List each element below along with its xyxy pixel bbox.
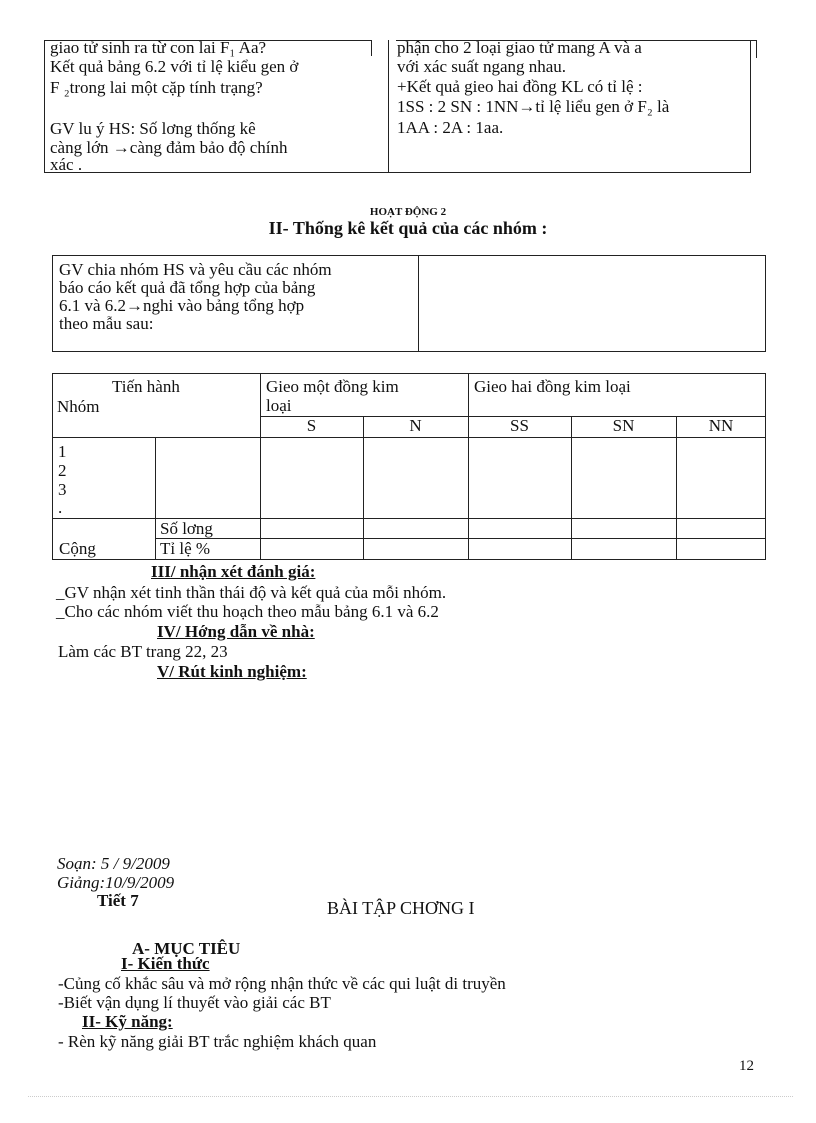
group-number-2: 2	[58, 461, 67, 480]
giang-date: Giảng:10/9/2009	[57, 873, 175, 892]
group1-header-line-1: Gieo một đồng kim	[266, 377, 399, 396]
top-left-line-3: F ₂trong lai một cặp tính trạng?	[50, 78, 263, 97]
skills-line: - Rèn kỹ năng giải BT trắc nghiệm khách quan	[58, 1032, 377, 1051]
subheader-sn: SN	[612, 416, 635, 435]
activity-heading: II- Thống kê kết quả của các nhóm :	[268, 218, 548, 238]
instruction-box-divider	[418, 255, 419, 352]
top-right-line-3: +Kết quả gieo hai đồng KL có tỉ lệ :	[397, 77, 643, 96]
section3-heading: III/ nhận xét đánh giá:	[151, 562, 316, 581]
instruction-line-4: theo mẫu sau:	[59, 314, 154, 333]
top-left-line-6: càng lớn →càng đảm bảo độ chính	[50, 138, 288, 157]
corner-bottom-label: Nhóm	[57, 397, 100, 416]
group2-header: Gieo hai đồng kim loại	[474, 377, 631, 396]
knowledge-line-2: -Biết vận dụng lí thuyết vào giải các BT	[58, 993, 331, 1012]
knowledge-line-1: -Củng cố khắc sâu và mở rộng nhận thức về các qui luật di truyền	[58, 974, 506, 993]
results-table-col-line-2	[260, 373, 261, 560]
total-row-count: Số lơng	[160, 519, 213, 538]
corner-top-label: Tiến hành	[112, 377, 180, 396]
top-right-line-4: 1SS : 2 SN : 1NN→tỉ lệ liểu gen ở F₂ là	[397, 97, 670, 116]
subheader-n: N	[409, 416, 422, 435]
top-right-line-5: 1AA : 2A : 1aa.	[397, 118, 504, 137]
results-table-col-line-5	[571, 416, 572, 560]
knowledge-heading: I- Kiến thức	[121, 954, 210, 973]
section4-line: Làm các BT trang 22, 23	[58, 642, 228, 661]
top-right-line-1: phận cho 2 loại giao tử mang A và a	[397, 38, 642, 57]
section5-heading: V/ Rút kinh nghiệm:	[157, 662, 307, 681]
soan-date: Soạn: 5 / 9/2009	[57, 854, 170, 873]
top-left-line-2: Kết quả bảng 6.2 với tỉ lệ kiểu gen ở	[50, 57, 299, 76]
results-table-total-middle	[155, 538, 766, 539]
section4-heading: IV/ Hớng dẫn về nhà:	[157, 622, 315, 641]
group1-header-line-2: loại	[266, 396, 292, 415]
section3-line-2: _Cho các nhóm viết thu hoạch theo mẫu bảng 6.1 và 6.2	[56, 602, 439, 621]
top-left-line-1: giao tử sinh ra từ con lai F₁ Aa?	[50, 38, 267, 57]
skills-heading: II- Kỹ năng:	[82, 1012, 173, 1031]
instruction-line-2: báo cáo kết quả đã tổng hợp của bảng	[59, 278, 316, 297]
group-number-dot: .	[58, 498, 63, 517]
total-row-percent: Tỉ lệ %	[160, 539, 211, 558]
top-left-line-7: xác .	[50, 155, 83, 174]
instruction-line-1: GV chia nhóm HS và yêu cầu các nhóm	[59, 260, 332, 279]
top-right-line-2: với xác suất ngang nhau.	[397, 57, 567, 76]
section3-line-1: _GV nhận xét tinh thần thái độ và kết quả của mỗi nhóm.	[56, 583, 447, 602]
tiet-label: Tiết 7	[97, 891, 139, 910]
lesson-title: BÀI TẬP CHƠNG I	[327, 898, 475, 918]
results-table-col-line-3	[363, 416, 364, 560]
results-table-col-line-6	[676, 416, 677, 560]
results-table-col-line-4	[468, 373, 469, 560]
subheader-nn: NN	[708, 416, 734, 435]
section-a-heading: A- MỤC TIÊU	[132, 939, 241, 958]
activity-label: HOẠT ĐỘNG 2	[369, 206, 447, 218]
page-number: 12	[739, 1058, 754, 1074]
results-table-header-bottom	[52, 437, 766, 438]
total-label: Cộng	[59, 539, 96, 558]
top-left-line-5: GV lu ý HS: Số lơng thống kê	[50, 119, 256, 138]
top-table-divider	[388, 40, 389, 173]
group-number-3: 3	[58, 480, 67, 499]
subheader-s: S	[306, 416, 317, 435]
instruction-line-3: 6.1 và 6.2→nghi vào bảng tổng hợp	[59, 296, 305, 315]
page-bottom-divider	[28, 1096, 793, 1097]
top-table-mark	[371, 40, 372, 56]
top-table-mark-right	[756, 40, 757, 58]
subheader-ss: SS	[510, 416, 529, 435]
group-number-1: 1	[58, 442, 67, 461]
results-table-col-line-1	[155, 437, 156, 560]
